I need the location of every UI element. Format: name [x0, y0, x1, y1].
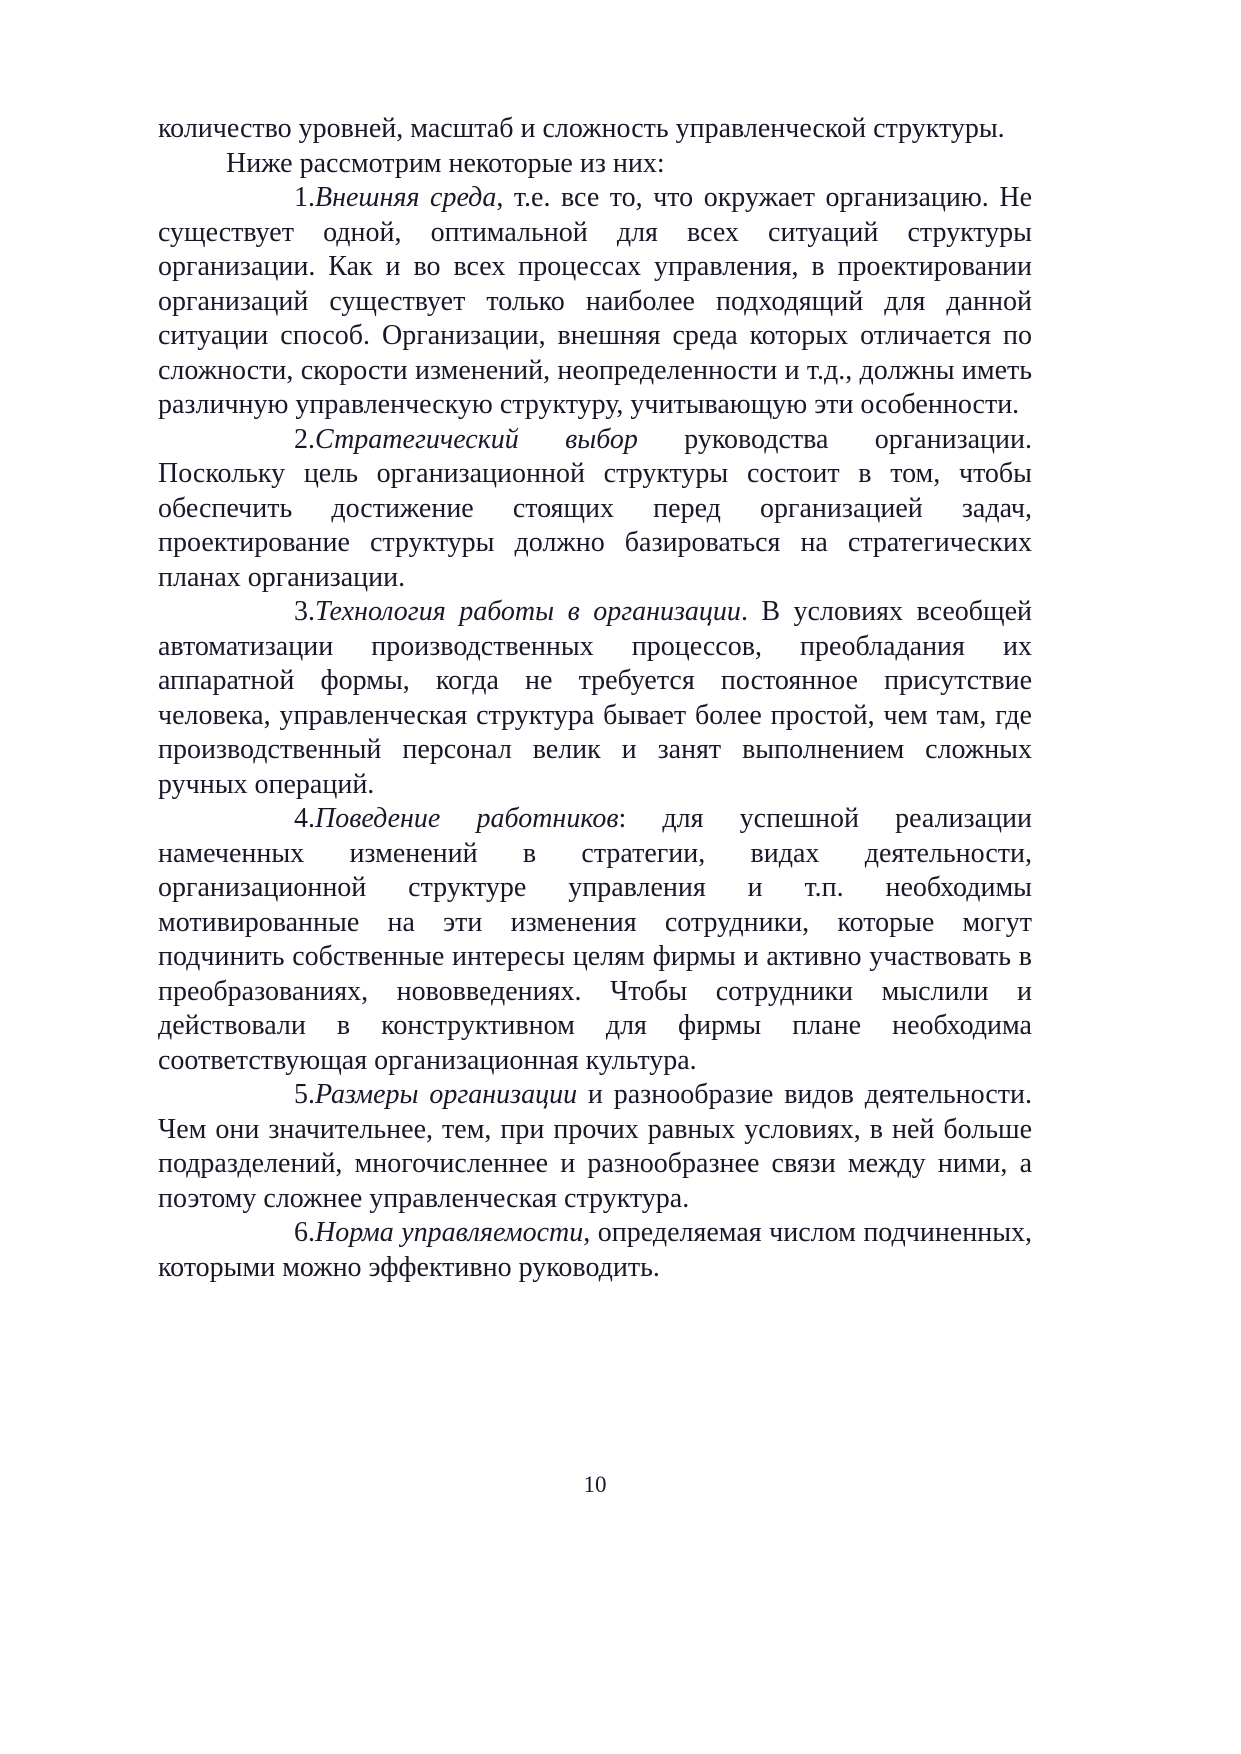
item-6-number: 6.	[294, 1217, 315, 1248]
list-item-3	[158, 595, 1032, 802]
item-5-number: 5.	[294, 1079, 315, 1110]
list-item-5	[158, 1078, 1032, 1216]
item-2-term: Стратегический выбор	[315, 423, 638, 455]
item-5-term: Размеры организации	[315, 1079, 578, 1110]
item-2-number: 2.	[294, 423, 315, 455]
item-4-number: 4.	[294, 803, 315, 834]
list-item-2	[158, 423, 1032, 596]
item-3-number: 3.	[294, 596, 315, 627]
item-1-number: 1.	[294, 182, 315, 213]
item-4-term: Поведение работников	[315, 803, 619, 834]
item-6-term: Норма управляемости	[315, 1217, 584, 1248]
item-2-text: руководства организации. Поскольку цель организационной структуры состоит в том, чтобы обеспечить достижение стоящих перед организацией задач, проектирование структуры должно базироваться на стратегических планах организации.	[158, 423, 1033, 593]
list-item-1	[158, 181, 1032, 423]
paragraph-intro-continuation: количество уровней, масштаб и сложность управленческой структуры.	[158, 113, 1005, 144]
list-item-6	[158, 1216, 1032, 1285]
item-1-text: , т.е. все то, что окружает организацию. Не существует одной, оптимальной для всех ситуаций структуры организации. Как и во всех процессах управления, в проектировании организаций существует только наиболее подходящий для данной ситуации способ. Организации, внешняя среда которых отличается по сложности, скорости изменений, неопределенности и т.д., должны иметь различную управленческую структуру, учитывающую эти особенности.	[158, 182, 1032, 420]
item-1-term: Внешняя среда	[315, 182, 497, 213]
list-item-4	[158, 802, 1032, 1078]
body-text	[158, 112, 1032, 1285]
item-5-text: и разнообразие видов деятельности. Чем они значительнее, тем, при прочих равных условиях, в ней больше подразделений, многочисленнее и разнообразнее связи между ними, а поэтому сложнее управленческая структура.	[158, 1079, 1032, 1214]
item-3-term: Технология работы в организации	[315, 596, 741, 627]
paragraph-lead-in: Ниже рассмотрим некоторые из них:	[226, 147, 665, 179]
item-3-text: . В условиях всеобщей автоматизации производственных процессов, преобладания их аппаратной формы, когда не требуется постоянное присутствие человека, управленческая структура бывает более простой, чем там, где производственный персонал велик и занят выполнением сложных ручных операций.	[158, 596, 1032, 800]
page-number: 10	[583, 1472, 607, 1497]
item-6-text: , определяемая числом подчиненных, которыми можно эффективно руководить.	[158, 1217, 1033, 1283]
item-4-text: : для успешной реализации намеченных изменений в стратегии, видах деятельности, организационной структуре управления и т.п. необходимы мотивированные на эти изменения сотрудники, которые могут подчинить собственные интересы целям фирмы и активно участвовать в преобразованиях, нововведениях. Чтобы сотрудники мыслили и действовали в конструктивном для фирмы плане необходима соответствующая организационная культура.	[158, 803, 1032, 1076]
